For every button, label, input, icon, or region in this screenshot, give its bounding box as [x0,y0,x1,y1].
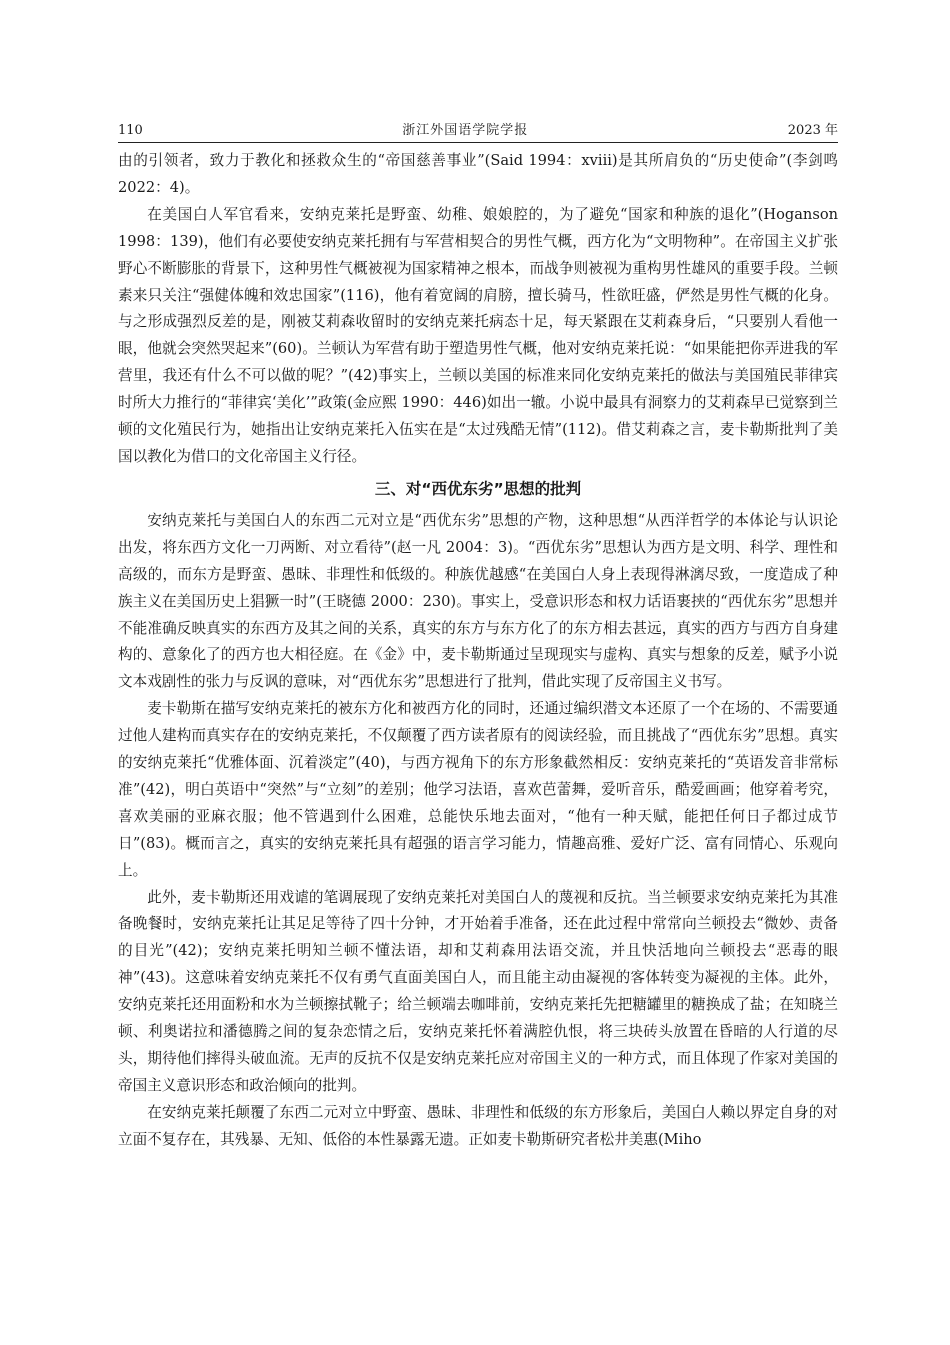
paragraph: 在美国白人军官看来，安纳克莱托是野蛮、幼稚、娘娘腔的，为了避免“国家和种族的退化”(Hoganson 1998：139)，他们有必要使安纳克莱托拥有与军营相契合的男性气概，西方化为“文明物种”。在帝国主义扩张野心不断膨胀的背景下，这种男性气概被视为国家精神之根本，而战争则被视为重构男性雄风的重要手段。兰顿素来只关注“强健体魄和效忠国家”(116)，他有着宽阔的肩膀，擅长骑马，性欲旺盛，俨然是男性气概的化身。与之形成强烈反差的是，刚被艾莉森收留时的安纳克莱托病态十足，每天紧跟在艾莉森身后，“只要别人看他一眼，他就会突然哭起来”(60)。兰顿认为军营有助于塑造男性气概，他对安纳克莱托说：“如果能把你弄进我的军营里，我还有什么不可以做的呢？”(42)事实上，兰顿以美国的标准来同化安纳克莱托的做法与美国殖民菲律宾时所大力推行的“菲律宾‘美化’”政策(金应熙 1990：446)如出一辙。小说中最具有洞察力的艾莉森早已觉察到兰顿的文化殖民行为，她指出让安纳克莱托入伍实在是“太过残酷无情”(112)。借艾莉森之言，麦卡勒斯批判了美国以教化为借口的文化帝国主义行径。 [118,205,838,465]
paragraph: 在安纳克莱托颠覆了东西二元对立中野蛮、愚昧、非理性和低级的东方形象后，美国白人赖以界定自身的对立面不复存在，其残暴、无知、低俗的本性暴露无遗。正如麦卡勒斯研究者松井美惠(Miho [118,1103,838,1148]
issue-year: 2023 年 [787,123,838,138]
article-body [118,148,838,1154]
section-heading: 三、对“西优东劣”思想的批判 [374,479,582,498]
page-number: 110 [118,123,143,138]
running-header [118,116,838,143]
paragraph-continued: 由的引领者，致力于教化和拯救众生的“帝国慈善事业”(Said 1994：xviii)是其所肩负的“历史使命”(李剑鸣 2022：4)。 [118,152,838,196]
journal-title: 浙江外国语学院学报 [402,123,529,138]
paragraph: 麦卡勒斯在描写安纳克莱托的被东方化和被西方化的同时，还通过编织潜文本还原了一个在场的、不需要通过他人建构而真实存在的安纳克莱托，不仅颠覆了西方读者原有的阅读经验，而且挑战了“西优东劣”思想。真实的安纳克莱托“优雅体面、沉着淡定”(40)，与西方视角下的东方形象截然相反：安纳克莱托的“英语发音非常标准”(42)，明白英语中“突然”与“立刻”的差别；他学习法语，喜欢芭蕾舞，爱听音乐，酷爱画画；他穿着考究，喜欢美丽的亚麻衣服；他不管遇到什么困难，总能快乐地去面对，“他有一种天赋，能把任何日子都过成节日”(83)。概而言之，真实的安纳克莱托具有超强的语言学习能力，情趣高雅、爱好广泛、富有同情心、乐观向上。 [118,700,838,879]
paragraph: 安纳克莱托与美国白人的东西二元对立是“西优东劣”思想的产物，这种思想“从西洋哲学的本体论与认识论出发，将东西方文化一刀两断、对立看待”(赵一凡 2004：3)。“西优东劣”思想认为西方是文明、科学、理性和高级的，而东方是野蛮、愚昧、非理性和低级的。种族优越感“在美国白人身上表现得淋漓尽致，一度造成了种族主义在美国历史上猖獗一时”(王晓德 2000：230)。事实上，受意识形态和权力话语裹挟的“西优东劣”思想并不能准确反映真实的东西方及其之间的关系，真实的东方与东方化了的东方相去甚远，真实的西方与西方自身建构的、意象化了的西方也大相径庭。在《金》中，麦卡勒斯通过呈现现实与虚构、真实与想象的反差，赋予小说文本戏剧性的张力与反讽的意味，对“西优东劣”思想进行了批判，借此实现了反帝国主义书写。 [118,511,838,691]
paragraph: 此外，麦卡勒斯还用戏谑的笔调展现了安纳克莱托对美国白人的蔑视和反抗。当兰顿要求安纳克莱托为其准备晚餐时，安纳克莱托让其足足等待了四十分钟，才开始着手准备，还在此过程中常常向兰顿投去“微妙、责备的目光”(42)；安纳克莱托明知兰顿不懂法语，却和艾莉森用法语交流，并且快活地向兰顿投去“恶毒的眼神”(43)。这意味着安纳克莱托不仅有勇气直面美国白人，而且能主动由凝视的客体转变为凝视的主体。此外，安纳克莱托还用面粉和水为兰顿擦拭靴子；给兰顿端去咖啡前，安纳克莱托先把糖罐里的糖换成了盐；在知晓兰顿、利奥诺拉和潘德腾之间的复杂恋情之后，安纳克莱托怀着满腔仇恨，将三块砖头放置在昏暗的人行道的尽头，期待他们摔得头破血流。无声的反抗不仅是安纳克莱托应对帝国主义的一种方式，而且体现了作家对美国的帝国主义意识形态和政治倾向的批判。 [118,888,838,1094]
